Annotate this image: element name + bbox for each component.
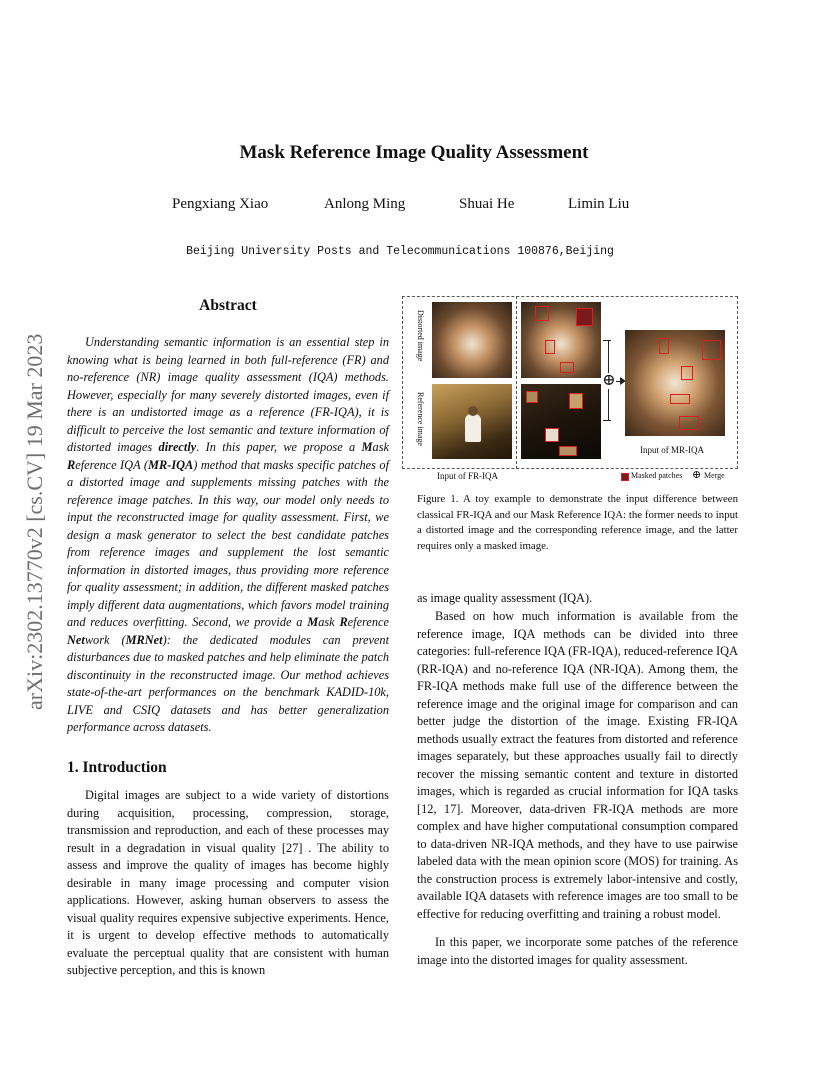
body-paragraph: as image quality assessment (IQA). <box>417 591 593 605</box>
legend-masked-label: Masked patches <box>631 471 683 480</box>
masked-distorted-image <box>521 302 601 378</box>
arrow-line <box>608 341 609 373</box>
author-name: Pengxiang Xiao <box>172 196 269 212</box>
section-heading: 1. Introduction <box>67 759 167 776</box>
abstract-text: Understanding semantic information is an essential step in knowing what is being learned in both full-reference (FR) and no-reference (NR) image quality assessment (IQA) methods. However, especially for many severely distorted images, even if there is an undistorted image as a reference (FR-IQA), it is difficult to perceive the lost semantic and texture information of distorted images directly. In this paper, we propose a Mask Reference IQA (MR-IQA) method that masks specific patches of a distorted image and supplements missing patches with the reference image patches. In this way, our model only needs to input the reconstructed image for quality assessment. First, we design a mask generator to select the best candidate patches from reference images and supplement the lost semantic information in distorted images, thus providing more reference for quality assessment; in addition, the different masked patches imply different data augmentations, which favors model training and reduces overfitting. Second, we provide a Mask Reference Network (MRNet): the dedicated modules can prevent disturbances due to masked patches and help eliminate the patch discontinuity in the reconstructed image. Our method achieves state-of-the-art performances on the benchmark KADID-10k, LIVE and CSIQ datasets and has better generalization performance across datasets. <box>67 335 390 734</box>
affiliation: Beijing University Posts and Telecommunications 100876,Beijing <box>186 245 614 258</box>
arxiv-identifier: arXiv:2302.13770v2 [cs.CV] 19 Mar 2023 <box>22 333 47 711</box>
masked-patch <box>576 308 593 326</box>
figure-divider <box>516 296 517 469</box>
reference-patch <box>526 391 538 403</box>
masked-patch <box>560 362 574 373</box>
masked-patch <box>535 306 549 321</box>
masked-patch <box>681 366 693 380</box>
mr-input-image <box>625 330 725 436</box>
reference-patch <box>569 393 583 409</box>
arrow-line <box>603 420 611 421</box>
distorted-image-label: Distorted image <box>416 310 425 362</box>
figure-caption: Figure 1. A toy example to demonstrate the input difference between classical FR-IQA and our Mask Reference IQA: the former needs to input a distorted image and the corresponding reference image, and the latter requires only a masked image. <box>417 493 738 552</box>
author-name: Anlong Ming <box>324 196 406 212</box>
legend-merge-label: Merge <box>704 471 725 480</box>
masked-patch <box>545 340 555 354</box>
masked-patch <box>659 338 669 354</box>
body-paragraph: In this paper, we incorporate some patches of the reference image into the distorted images for quality assessment. <box>417 935 738 967</box>
masked-patch-legend-swatch <box>621 473 629 481</box>
reference-image-label: Reference image <box>416 392 425 446</box>
arrow-line <box>603 340 611 341</box>
author-name: Shuai He <box>459 196 515 212</box>
body-paragraph: Based on how much information is available from the reference image, IQA methods can be divided into three categories: full-reference IQA (FR-IQA), reduced-reference IQA (RR-IQA) and no-reference IQA (NR-IQA). Among them, the FR-IQA methods make full use of the difference between the reference image and the original image for comparison and can better judge the distortion of the image. Existing FR-IQA methods usually extract the features from distorted and reference images separately, but these approaches usually fail to directly recover the missing semantic content and texture in distorted images, which is regarded as crucial information for IQA tasks [12, 17]. Moreover, data-driven FR-IQA methods are more complex and have higher computational consumption compared to data-driven NR-IQA methods, and they have to use pairwise labeled data with the mean opinion score (MOS) for training. As the construction process is extremely labor-intensive and costly, available IQA datasets with reference images are too small to be effective for reducing overfitting and training a robust model. <box>417 609 738 921</box>
distorted-image <box>432 302 512 378</box>
reference-image <box>432 384 512 459</box>
reference-patch <box>559 446 577 456</box>
mr-input-label: Input of MR-IQA <box>640 445 704 455</box>
merge-legend-icon: ⊕ <box>692 469 702 481</box>
abstract-heading: Abstract <box>199 297 257 314</box>
masked-patch <box>679 416 699 430</box>
reference-patches-image <box>521 384 601 459</box>
author-name: Limin Liu <box>568 196 630 212</box>
merge-icon: ⊕ <box>602 372 616 389</box>
masked-patch <box>670 394 690 404</box>
reference-patch <box>545 428 559 442</box>
masked-patch <box>702 340 721 360</box>
arrow-line <box>608 389 609 421</box>
paper-title: Mask Reference Image Quality Assessment <box>239 142 589 163</box>
fr-input-label: Input of FR-IQA <box>437 471 498 481</box>
introduction-paragraph: Digital images are subject to a wide variety of distortions during acquisition, processing, compression, storage, transmission and reproduction, and each of these processes may result in a degradation in visual quality [27] . The ability to assess and improve the quality of images has become highly desirable in many image processing and computer vision applications. However, asking human observers to assess the visual quality requires expensive subjective experiments. Hence, it is urgent to develop effective methods to automatically evaluate the perceptual quality that are consistent with human subjective perception, and this is known <box>67 788 389 977</box>
